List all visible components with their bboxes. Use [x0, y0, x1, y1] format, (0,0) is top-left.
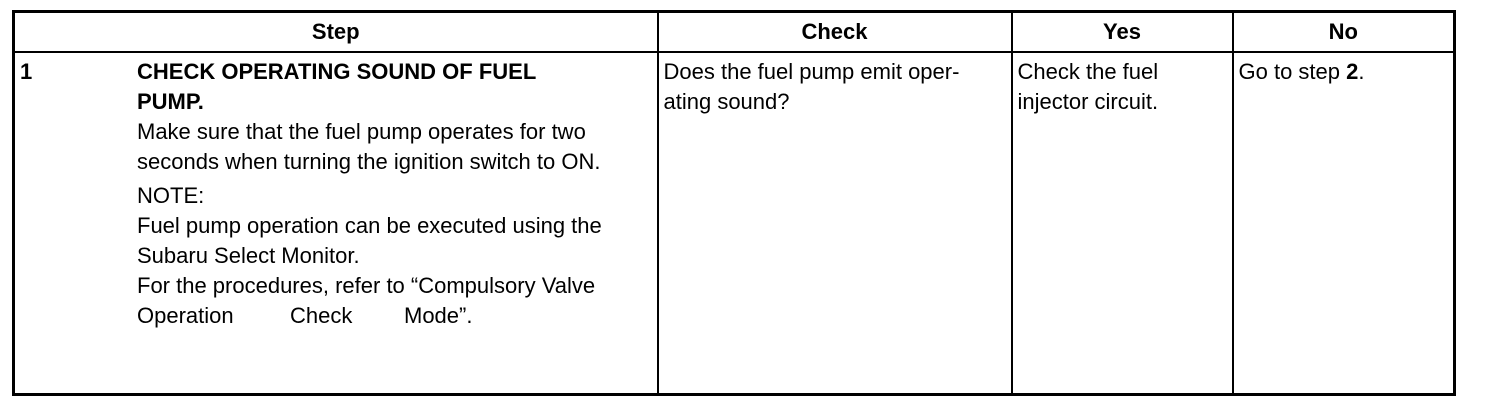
step-instruction-line1: Make sure that the fuel pump operates for two	[137, 119, 586, 144]
header-step: Step	[14, 12, 658, 53]
step-body	[137, 53, 657, 331]
note-label: NOTE:	[137, 183, 205, 208]
step-cell	[14, 52, 658, 395]
step-title-line1: CHECK OPERATING SOUND OF FUEL	[137, 59, 537, 84]
header-check: Check	[658, 12, 1012, 53]
no-cell	[1233, 52, 1455, 395]
note-line2: Subaru Select Monitor.	[137, 243, 360, 268]
step-title-line2: PUMP.	[137, 89, 204, 114]
check-cell	[658, 52, 1012, 395]
yes-cell	[1012, 52, 1233, 395]
check-line2: ating sound?	[663, 89, 790, 114]
step-instruction-line2: seconds when turning the ignition switch to ON.	[137, 149, 601, 174]
header-no: No	[1233, 12, 1455, 53]
yes-line2: injector circuit.	[1017, 89, 1159, 114]
procedure-word-check: Check	[290, 303, 353, 328]
yes-line1: Check the fuel	[1017, 59, 1159, 84]
procedure-line1: For the procedures, refer to “Compulsory Valve	[137, 273, 596, 298]
step-number: 1	[20, 59, 33, 84]
table-row	[14, 52, 1455, 395]
note-line1: Fuel pump operation can be executed using the	[137, 213, 602, 238]
header-yes: Yes	[1012, 12, 1233, 53]
table-header-row	[14, 12, 1455, 53]
procedure-word-operation: Operation	[137, 303, 234, 328]
no-action-suffix: .	[1358, 59, 1365, 84]
no-action-prefix: Go to step	[1238, 59, 1347, 84]
check-line1: Does the fuel pump emit oper-	[663, 59, 960, 84]
procedure-word-mode: Mode”.	[404, 303, 473, 328]
diagnostic-step-table	[12, 10, 1456, 396]
procedure-line2	[137, 301, 655, 331]
no-action-step-link: 2	[1346, 59, 1359, 84]
no-action	[1234, 53, 1454, 87]
